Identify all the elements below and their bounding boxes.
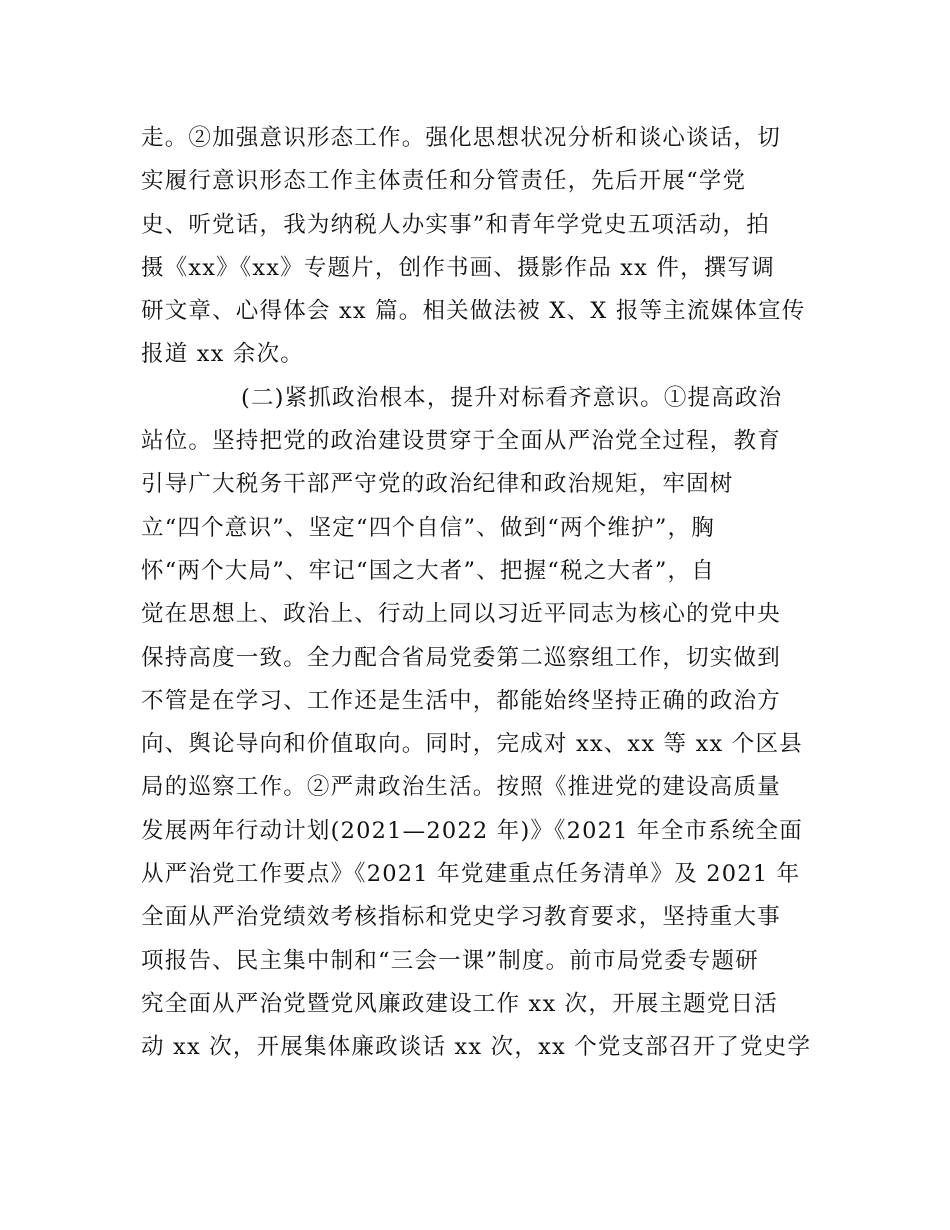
text-line: 项报告、民主集中制和“三会一课”制度。前市局党委专题研 — [141, 947, 759, 974]
text-line: 立“四个意识”、坚定“四个自信”、做到“两个维护”，胸 — [141, 514, 715, 541]
section-heading-line: (二)紧抓政治根本，提升对标看齐意识。①提高政治 — [241, 384, 783, 411]
text-line: 觉在思想上、政治上、行动上同以习近平同志为核心的党中央 — [141, 601, 781, 628]
text-line: 局的巡察工作。②严肃政治生活。按照《推进党的建设高质量 — [141, 774, 781, 801]
text-line: 研文章、心得体会 xx 篇。相关做法被 X、X 报等主流媒体宣传 — [141, 298, 806, 325]
text-line: 站位。坚持把党的政治建设贯穿于全面从严治党全过程，教育 — [141, 428, 781, 455]
text-line: 向、舆论导向和价值取向。同时，完成对 xx、xx 等 xx 个区县 — [141, 731, 803, 758]
text-line: 史、听党话，我为纳税人办实事”和青年学党史五项活动，拍 — [141, 211, 770, 238]
text-line: 不管是在学习、工作还是生活中，都能始终坚持正确的政治方 — [141, 687, 781, 714]
text-line: 实履行意识形态工作主体责任和分管责任，先后开展“学党 — [141, 168, 747, 195]
text-line: 怀“两个大局”、牢记“国之大者”、把握“税之大者”，自 — [141, 557, 715, 584]
body-text — [141, 117, 821, 1070]
text-line: 发展两年行动计划(2021—2022 年)》《2021 年全市系统全面 — [141, 817, 803, 844]
text-line: 引导广大税务干部严守党的政治纪律和政治规矩，牢固树 — [141, 471, 734, 498]
text-line: 动 xx 次，开展集体廉政谈话 xx 次，xx 个党支部召开了党史学 — [141, 1034, 812, 1061]
text-line: 走。②加强意识形态工作。强化思想状况分析和谈心谈话，切 — [141, 125, 781, 151]
text-line: 究全面从严治党暨党风廉政建设工作 xx 次，开展主题党日活 — [141, 990, 778, 1017]
text-line: 全面从严治党绩效考核指标和党史学习教育要求，坚持重大事 — [141, 904, 781, 931]
text-line: 从严治党工作要点》《2021 年党建重点任务清单》及 2021 年 — [141, 861, 801, 888]
text-line: 保持高度一致。全力配合省局党委第二巡察组工作，切实做到 — [141, 644, 781, 671]
text-line: 摄《xx》《xx》专题片，创作书画、摄影作品 xx 件，撰写调 — [141, 254, 775, 281]
text-line: 报道 xx 余次。 — [141, 341, 304, 368]
